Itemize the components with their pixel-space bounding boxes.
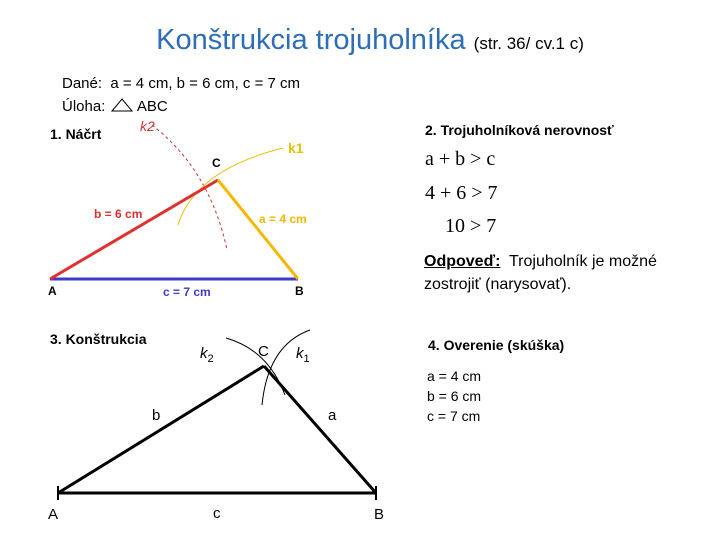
construction-label-k2: $k_2$ bbox=[200, 345, 214, 365]
sketch-label-b-vertex: B bbox=[295, 284, 304, 298]
answer-text-1: Trojuholník je možné bbox=[509, 253, 657, 270]
task-label: Úloha: bbox=[62, 98, 106, 115]
sketch-label-c-vertex: C bbox=[212, 156, 221, 170]
answer-block bbox=[424, 250, 657, 296]
sketch-heading: 1. Náčrt bbox=[50, 126, 102, 142]
sketch-figure bbox=[50, 125, 298, 279]
construction-label-c: c bbox=[213, 505, 221, 522]
construction-label-b-vertex: B bbox=[374, 506, 385, 523]
inequality-line-1: a + b > c bbox=[425, 148, 496, 170]
construction-label-b: b bbox=[152, 407, 161, 424]
construction-label-c-vertex: C bbox=[258, 343, 269, 360]
sketch-label-a-vertex: A bbox=[48, 284, 57, 298]
answer-label: Odpoveď: bbox=[424, 253, 501, 270]
verification-line-b: b = 6 cm bbox=[427, 388, 482, 404]
inequality-heading: 2. Trojuholníková nerovnosť bbox=[425, 122, 614, 138]
construction-label-k1: $k_1$ bbox=[296, 345, 310, 365]
title-sub: (str. 36/ cv.1 c) bbox=[473, 34, 584, 53]
verification-line-a: a = 4 cm bbox=[427, 368, 482, 384]
verification-heading: 4. Overenie (skúška) bbox=[428, 337, 565, 353]
sketch-label-k1: k1 bbox=[288, 140, 304, 156]
task-value: ABC bbox=[136, 98, 168, 115]
construction-heading: 3. Konštrukcia bbox=[50, 331, 147, 347]
construction-side-a bbox=[264, 366, 376, 493]
sketch-label-k2: k2 bbox=[140, 118, 155, 134]
given-label: Dané: bbox=[62, 75, 103, 92]
sketch-side-b bbox=[50, 180, 218, 279]
given-values: a = 4 cm, b = 6 cm, c = 7 cm bbox=[110, 75, 301, 92]
inequality-line-2: 4 + 6 > 7 bbox=[425, 182, 498, 204]
construction-arc-k2 bbox=[226, 338, 285, 395]
title-main: Konštrukcia trojuholníka bbox=[156, 24, 466, 56]
sketch-arc-k2 bbox=[152, 125, 227, 250]
construction-label-a: a bbox=[328, 407, 337, 424]
sketch-label-b: b = 6 cm bbox=[94, 207, 143, 221]
verification-line-c: c = 7 cm bbox=[427, 408, 481, 424]
sketch-label-c: c = 7 cm bbox=[163, 285, 211, 299]
construction-side-b bbox=[58, 366, 264, 493]
verification-list bbox=[427, 366, 481, 426]
construction-label-a-vertex: A bbox=[48, 506, 59, 523]
sketch-label-a: a = 4 cm bbox=[259, 212, 307, 226]
sketch-side-a bbox=[218, 180, 298, 279]
construction-arc-k1 bbox=[262, 330, 310, 405]
inequality-line-3: 10 > 7 bbox=[445, 215, 497, 237]
answer-text-2: zostrojiť (narysovať). bbox=[424, 276, 572, 293]
